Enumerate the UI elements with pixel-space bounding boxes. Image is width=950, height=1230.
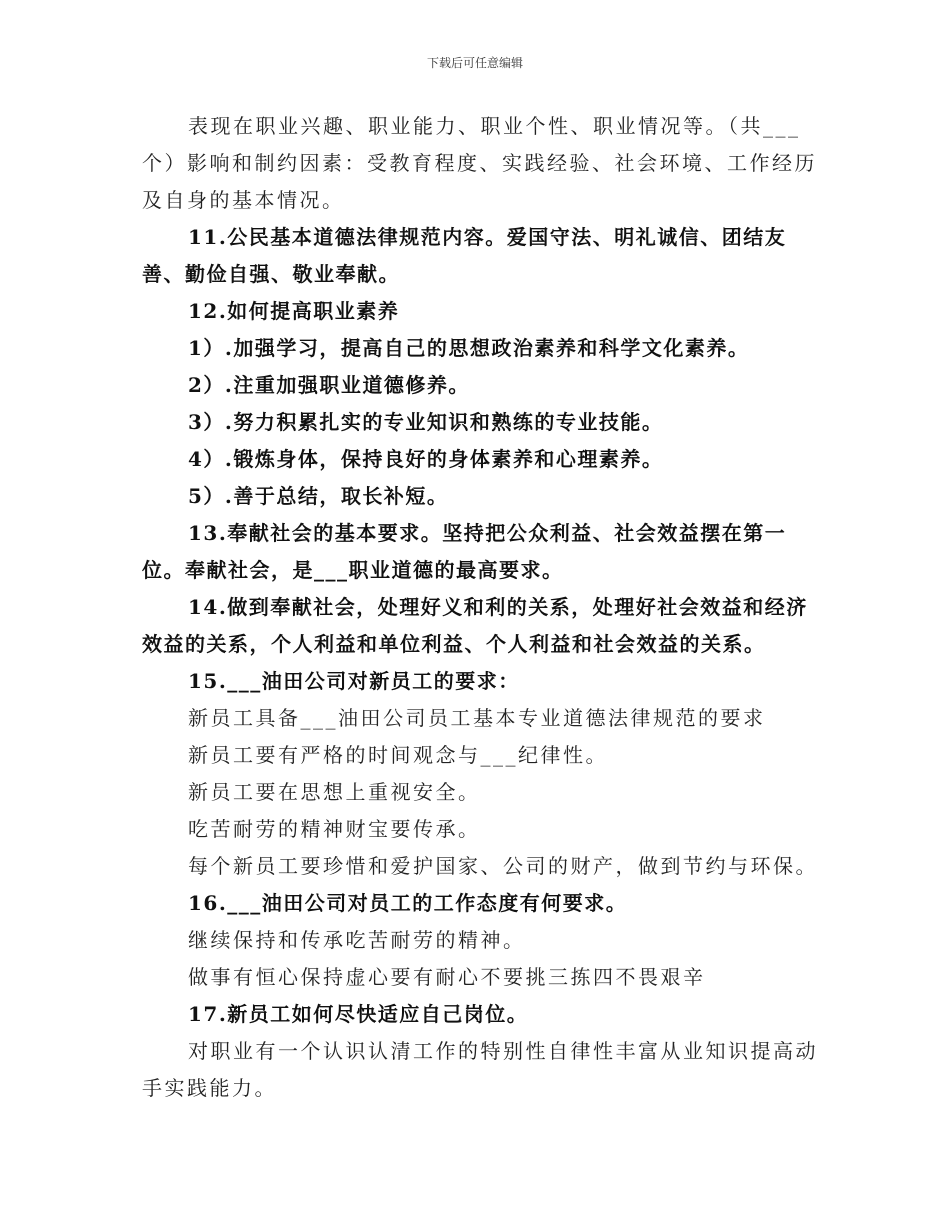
item-12-point-4: 4）.锻炼身体，保持良好的身体素养和心理素养。 xyxy=(188,447,664,471)
item-12-point-1: 1）.加强学习，提高自己的思想政治素养和科学文化素养。 xyxy=(188,336,750,360)
item-12-heading: 12.如何提高职业素养 xyxy=(188,299,400,323)
item-15-point-4: 吃苦耐劳的精神财宝要传承。 xyxy=(188,817,481,841)
item-17-heading: 17.新员工如何尽快适应自己岗位。 xyxy=(188,1002,529,1026)
item-15-point-5: 每个新员工要珍惜和爱护国家、公司的财产，做到节约与环保。 xyxy=(188,854,818,878)
item-16-point-1: 继续保持和传承吃苦耐劳的精神。 xyxy=(188,928,526,952)
document-body xyxy=(142,108,822,1107)
page-header: 下载后可任意编辑 xyxy=(426,56,523,70)
item-15-heading: 15.___油田公司对新员工的要求： xyxy=(188,669,520,693)
item-16-heading: 16.___油田公司对员工的工作态度有何要求。 xyxy=(188,891,628,915)
item-12-point-3: 3）.努力积累扎实的专业知识和熟练的专业技能。 xyxy=(188,410,664,434)
item-15-point-1: 新员工具备___油田公司员工基本专业道德法律规范的要求 xyxy=(188,706,766,730)
item-11: 11.公民基本道德法律规范内容。爱国守法、明礼诚信、团结友善、勤俭自强、敬业奉献。 xyxy=(142,225,787,286)
item-12-point-2: 2）.注重加强职业道德修养。 xyxy=(188,373,470,397)
item-16-point-2: 做事有恒心保持虚心要有耐心不要挑三拣四不畏艰辛 xyxy=(188,965,706,989)
item-15-point-3: 新员工要在思想上重视安全。 xyxy=(188,780,481,804)
item-12-point-5: 5）.善于总结，取长补短。 xyxy=(188,484,449,508)
item-17-answer: 对职业有一个认识认清工作的特别性自律性丰富从业知识提高动手实践能力。 xyxy=(142,1039,818,1100)
item-14: 14.做到奉献社会，处理好义和利的关系，处理好社会效益和经济效益的关系，个人利益和单位利益、个人利益和社会效益的关系。 xyxy=(142,595,808,656)
paragraph-intro: 表现在职业兴趣、职业能力、职业个性、职业情况等。（共___个）影响和制约因素：受教育程度、实践经验、社会环境、工作经历及自身的基本情况。 xyxy=(142,114,817,212)
item-13: 13.奉献社会的基本要求。坚持把公众利益、社会效益摆在第一位。奉献社会，是___职业道德的最高要求。 xyxy=(142,521,787,582)
item-15-point-2: 新员工要有严格的时间观念与___纪律性。 xyxy=(188,743,608,767)
